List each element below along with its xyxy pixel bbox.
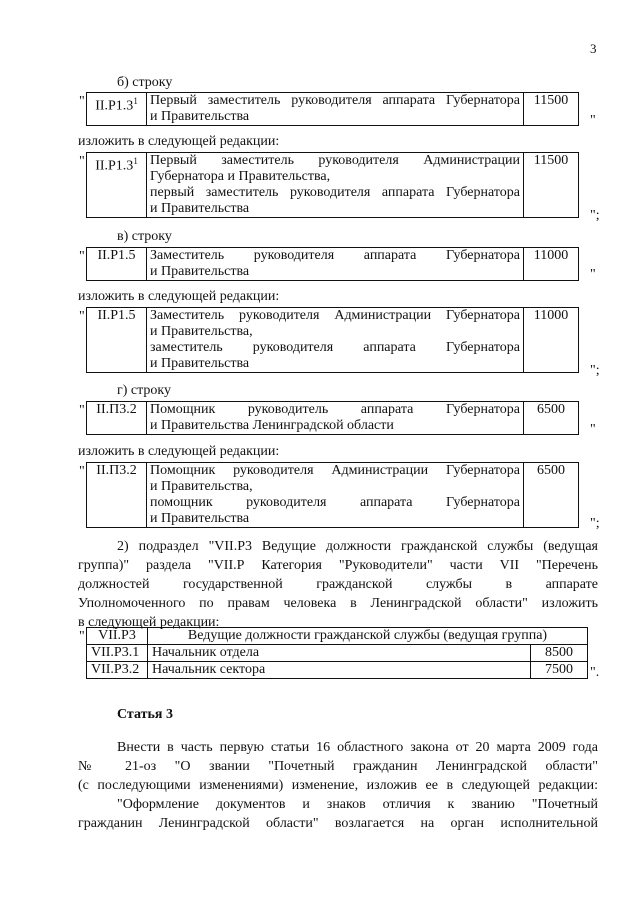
row-title: Начальник отдела bbox=[148, 645, 531, 662]
row-code: $II.Р1.3^1$ bbox=[87, 93, 147, 126]
row-description: Помощник руководитель аппарата Губернатора и Правительства Ленинградской области bbox=[147, 402, 524, 435]
open-quote: " bbox=[79, 629, 85, 644]
close-quote: " bbox=[590, 113, 596, 128]
row-value: 11000 bbox=[524, 248, 579, 281]
row-b-new bbox=[86, 152, 579, 218]
open-quote: " bbox=[79, 249, 85, 264]
open-quote: " bbox=[79, 309, 85, 324]
close-quote: "; bbox=[590, 363, 600, 378]
row-value: 11500 bbox=[524, 93, 579, 126]
close-quote: " bbox=[590, 267, 596, 282]
close-quote: ". bbox=[590, 665, 600, 680]
row-code: $II.Р1.3^1$ bbox=[87, 153, 147, 218]
row-description: Заместитель руководителя аппарата Губернатора и Правительства bbox=[147, 248, 524, 281]
row-code: II.Р1.5 bbox=[87, 248, 147, 281]
row-code: VII.Р3.2 bbox=[87, 662, 148, 679]
article-title: Статья 3 bbox=[117, 707, 173, 722]
table-row bbox=[87, 645, 588, 662]
row-value: 11000 bbox=[524, 308, 579, 373]
row-code: II.П3.2 bbox=[87, 463, 147, 528]
row-v-old bbox=[86, 247, 579, 281]
row-value: 11500 bbox=[524, 153, 579, 218]
row-v-new bbox=[86, 307, 579, 373]
open-quote: " bbox=[79, 403, 85, 418]
row-code: II.Р1.5 bbox=[87, 308, 147, 373]
item-v-label: в) строку bbox=[117, 229, 172, 244]
row-description: Первый заместитель руководителя Администрации Губернатора и Правительства, первый заместитель руководителя аппарата Губернатора и Правительства bbox=[147, 153, 524, 218]
row-code: II.П3.2 bbox=[87, 402, 147, 435]
section-header-code: VII.Р3 bbox=[87, 628, 148, 645]
row-value: 7500 bbox=[531, 662, 588, 679]
paragraph-2: 2) подраздел "VII.Р3 Ведущие должности гражданской службы (ведущая группа)" раздела "VII.Р Категория "Руководители" части VII "Перечень должностей государственной гражданской службы в аппарате Уполномоченного по правам человека в Ленинградской области" изложить в следующей редакции: bbox=[78, 539, 598, 630]
article-body: Внести в часть первую статьи 16 областного закона от 20 марта 2009 года № 21-оз "О звании "Почетный гражданин Ленинградской области" (с последующими изменениями) изменение, изложив ее в следующей редакции: "Оформление документов и знаков отличия к званию "Почетный гражданин Ленинградской области" возлагается на орган исполнительной bbox=[78, 740, 598, 831]
row-value: 6500 bbox=[524, 463, 579, 528]
item-g-label: г) строку bbox=[117, 383, 172, 398]
edit-label: изложить в следующей редакции: bbox=[78, 289, 280, 304]
row-description: Помощник руководителя Администрации Губернатора и Правительства, помощник руководителя аппарата Губернатора и Правительства bbox=[147, 463, 524, 528]
section-header-title: Ведущие должности гражданской службы (ведущая группа) bbox=[148, 628, 588, 645]
open-quote: " bbox=[79, 464, 85, 479]
row-value: 6500 bbox=[524, 402, 579, 435]
close-quote: " bbox=[590, 422, 596, 437]
edit-label: изложить в следующей редакции: bbox=[78, 134, 280, 149]
row-code: VII.Р3.1 bbox=[87, 645, 148, 662]
edit-label: изложить в следующей редакции: bbox=[78, 444, 280, 459]
row-title: Начальник сектора bbox=[148, 662, 531, 679]
row-g-new bbox=[86, 462, 579, 528]
table-row bbox=[87, 662, 588, 679]
close-quote: "; bbox=[590, 516, 600, 531]
row-g-old bbox=[86, 401, 579, 435]
open-quote: " bbox=[79, 94, 85, 109]
row-b-old bbox=[86, 92, 579, 126]
close-quote: "; bbox=[590, 208, 600, 223]
page-number: 3 bbox=[590, 41, 597, 56]
item-b-label: б) строку bbox=[117, 75, 173, 90]
row-description: Заместитель руководителя Администрации Губернатора и Правительства, заместитель руководителя аппарата Губернатора и Правительства bbox=[147, 308, 524, 373]
open-quote: " bbox=[79, 154, 85, 169]
row-description: Первый заместитель руководителя аппарата Губернатора и Правительства bbox=[147, 93, 524, 126]
row-value: 8500 bbox=[531, 645, 588, 662]
section-table bbox=[86, 627, 588, 679]
